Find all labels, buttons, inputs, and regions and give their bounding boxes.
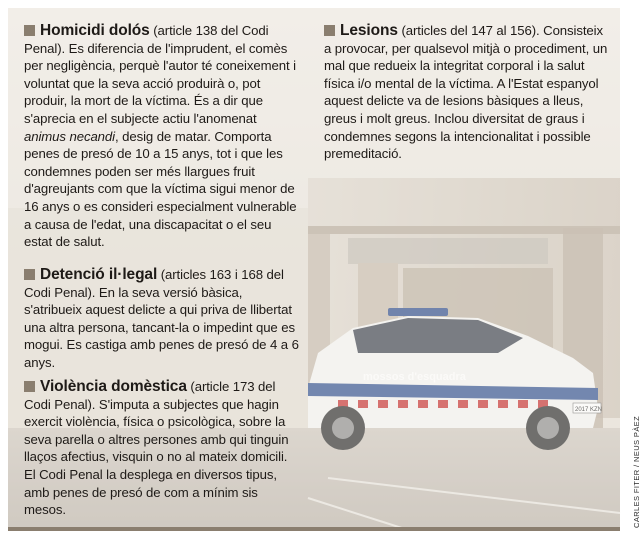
section-lesions	[324, 22, 608, 163]
section-heading: Violència domèstica	[40, 378, 187, 395]
section-text-rest: , desig de matar. Comporta penes de presó de 10 a 15 anys, tot i que les condemnes poden ser més llargues fruit d'agreujants com que la víctima sigui menor de 16 anys o es consideri especialment vulnerable a causa de l'edat, una discapacitat o el seu estat de salut.	[24, 128, 297, 250]
car-plate: 2017 KZN	[575, 407, 603, 413]
latin-term: animus necandi	[24, 128, 115, 144]
section-heading: Detenció il·legal	[40, 266, 158, 283]
photo-credit	[620, 330, 641, 530]
bottom-rule	[8, 527, 620, 531]
section-homicidi	[24, 22, 302, 251]
square-bullet-icon	[24, 381, 35, 392]
article-panel	[8, 8, 620, 530]
section-heading: Lesions	[340, 22, 398, 39]
square-bullet-icon	[24, 25, 35, 36]
square-bullet-icon	[324, 25, 335, 36]
photo-credit-text: CARLES FITER / NEUS PÀEZ	[632, 415, 641, 528]
section-heading: Homicidi dolós	[40, 22, 150, 39]
section-text: (article 138 del Codi Penal). Es diferencia de l'imprudent, el comès per negligència, perquè l'autor té coneixement i voluntat que la seva acció produirà o, pot produir, la mort de la víctima. És a dir que s'aprecia en el subjecte actiu l'anomenat	[24, 23, 296, 126]
section-violencia	[24, 378, 302, 519]
section-text: (articles 163 i 168 del Codi Penal). En la seva versió bàsica, s'atribueix aquest delicte a qui priva de llibertat una altra persona, tancant-la o impedint que es mogui. Es castiga amb penes de presó de 4 a 6 anys.	[24, 267, 299, 370]
section-text: (articles del 147 al 156). Consisteix a provocar, per qualsevol mitjà o procediment, un mal que redueix la integritat corporal i la salut física i/o mental de la víctima. A l'Estat espanyol aquest delicte va de lesions bàsiques a lleus, greus i molt greus. Inclou diversitat de graus i condemnes segons la intencionalitat i possible premeditació.	[324, 23, 608, 162]
section-detencio	[24, 266, 302, 372]
car-decal-text: mossos d'esquadra	[363, 371, 466, 383]
section-text: (article 173 del Codi Penal). S'imputa a subjectes que hagin exercit violència, física o psicològica, sobre la seva parella o altres persones amb qui tinguin llaços afectius, visquin o no al mateix domicili. El Codi Penal la desplega en diversos tipus, amb penes de presó de com a mínim sis mesos.	[24, 379, 289, 518]
square-bullet-icon	[24, 269, 35, 280]
